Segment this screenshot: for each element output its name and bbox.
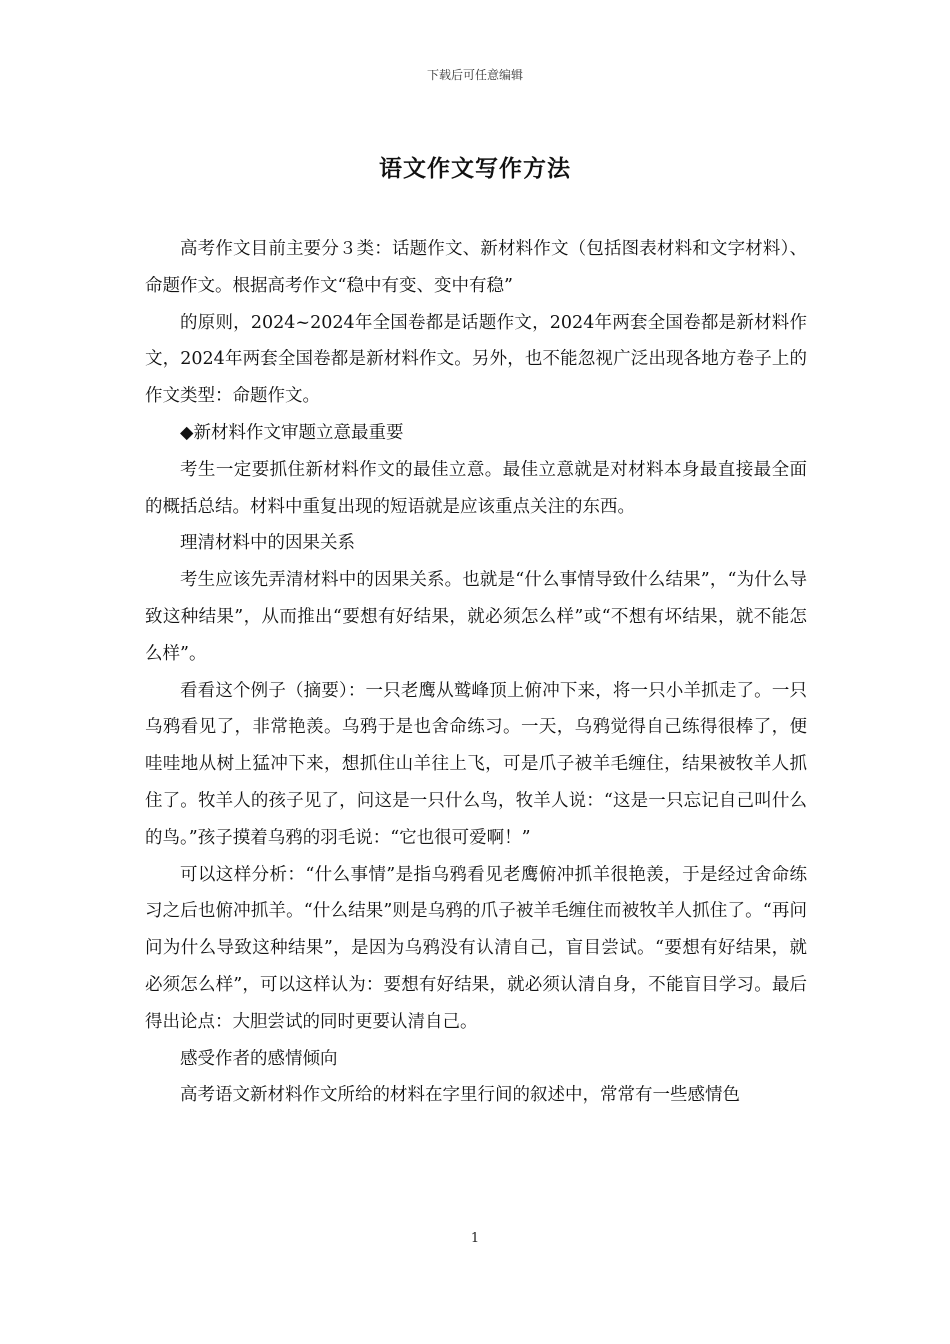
document-body	[145, 231, 807, 1114]
document-title: 语文作文写作方法	[379, 155, 571, 182]
subheading-cause-effect: 理清材料中的因果关系	[180, 533, 355, 554]
page-number: 1	[470, 1231, 480, 1246]
subheading-author-emotion: 感受作者的感情倾向	[180, 1048, 338, 1069]
page-header: 下载后可任意编辑	[426, 68, 523, 82]
paragraph-example: 看看这个例子（摘要）：一只老鹰从鹫峰顶上俯冲下来，将一只小羊抓走了。一只乌鸦看见了，非常艳羡。乌鸦于是也舍命练习。一天，乌鸦觉得自己练得很棒了，便哇哇地从树上猛冲下来，想抓住山羊往上飞，可是爪子被羊毛缠住，结果被牧羊人抓住了。牧羊人的孩子见了，问这是一只什么鸟，牧羊人说：“这是一只忘记自己叫什么的鸟。”孩子摸着乌鸦的羽毛说：“它也很可爱啊！”	[145, 680, 807, 848]
paragraph-intro: 高考作文目前主要分３类：话题作文、新材料作文（包括图表材料和文字材料）、命题作文。根据高考作文“稳中有变、变中有稳”	[145, 239, 807, 296]
paragraph-analysis: 可以这样分析：“什么事情”是指乌鸦看见老鹰俯冲抓羊很艳羡，于是经过舍命练习之后也俯冲抓羊。“什么结果”则是乌鸦的爪子被羊毛缠住而被牧羊人抓住了。“再问问为什么导致这种结果”，是因为乌鸦没有认清自己，盲目尝试。“要想有好结果，就必须怎么样”，可以这样认为：要想有好结果，就必须认清自身，不能盲目学习。最后得出论点：大胆尝试的同时更要认清自己。	[145, 864, 807, 1032]
paragraph-emotion: 高考语文新材料作文所给的材料在字里行间的叙述中，常常有一些感情色	[180, 1085, 740, 1106]
paragraph-principle: 的原则，2024~2024年全国卷都是话题作文，2024年两套全国卷都是新材料作文，2024年两套全国卷都是新材料作文。另外，也不能忽视广泛出现各地方卷子上的作文类型：命题作文。	[145, 312, 807, 407]
paragraph-best-intent: 考生一定要抓住新材料作文的最佳立意。最佳立意就是对材料本身最直接最全面的概括总结。材料中重复出现的短语就是应该重点关注的东西。	[145, 459, 807, 517]
section-heading-new-material: ◆新材料作文审题立意最重要	[180, 422, 404, 443]
paragraph-cause-effect: 考生应该先弄清材料中的因果关系。也就是“什么事情导致什么结果”，“为什么导致这种结果”，从而推出“要想有好结果，就必须怎么样”或“不想有坏结果，就不能怎么样”。	[145, 570, 807, 664]
